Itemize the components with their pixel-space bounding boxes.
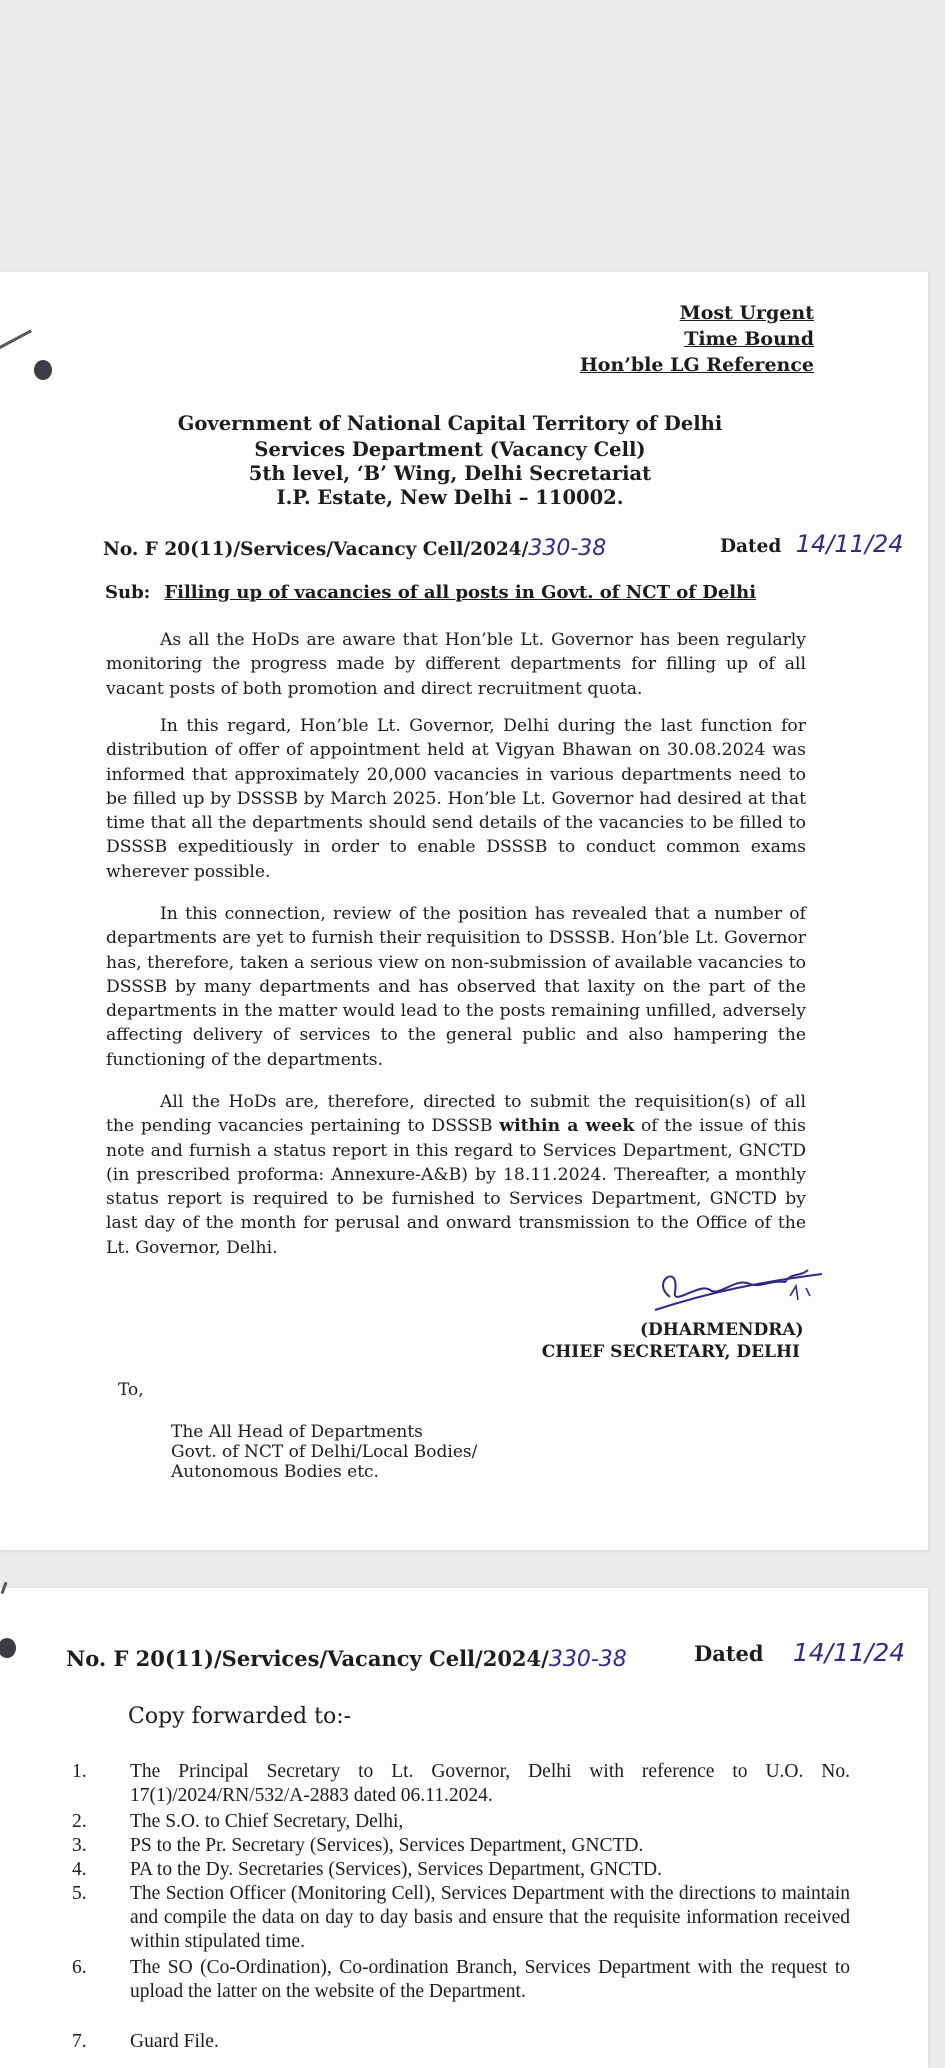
- list-item-text: The S.O. to Chief Secretary, Delhi,: [130, 1811, 404, 1832]
- paragraph-4-emphasis: within a week: [499, 1116, 635, 1137]
- subject-text: Filling up of vacancies of all posts in Govt. of NCT of Delhi: [164, 582, 757, 603]
- paragraph-1: As all the HoDs are aware that Hon’ble Lt. Governor has been regularly monitoring the progress made by different departments for filling up of all vacant posts of both promotion and direct recruitment quota.: [106, 630, 806, 699]
- dated-handwritten: 14/11/24: [795, 530, 904, 558]
- addressee-line-2: Govt. of NCT of Delhi/Local Bodies/: [171, 1442, 478, 1462]
- margin-pen-mark: [1, 1582, 8, 1594]
- list-item-number: 7.: [72, 2031, 87, 2052]
- list-item-text: The Principal Secretary to Lt. Governor, Delhi with reference to U.O. No. 17(1)/2024/RN/532/A-2883 dated 06.11.2024.: [130, 1761, 850, 1806]
- punch-hole: [34, 360, 52, 380]
- list-item-number: 4.: [72, 1859, 87, 1880]
- addressee-line-1: The All Head of Departments: [171, 1422, 423, 1442]
- signer-title: CHIEF SECRETARY, DELHI: [541, 1342, 800, 1362]
- to-label: To,: [118, 1380, 144, 1400]
- list-item-text: Guard File.: [130, 2031, 219, 2052]
- header-government: Government of National Capital Territory of Delhi: [177, 412, 723, 435]
- letter-page-1: [0, 272, 928, 1550]
- copy-forwarded-heading: Copy forwarded to:-: [128, 1704, 352, 1729]
- paragraph-4-part-a: All the HoDs are, therefore, directed to submit the requisition(s) of all the pending vacancies pertaining to DSSSB: [106, 1092, 806, 1137]
- signature-scribble: [640, 1252, 830, 1322]
- paragraph-4: [106, 1090, 806, 1260]
- signer-name: (DHARMENDRA): [640, 1320, 804, 1340]
- marking-lg-reference: Hon’ble LG Reference: [579, 354, 814, 376]
- paragraph-3: In this connection, review of the position has revealed that a number of departments are yet to furnish their requisition to DSSSB. Hon’ble Lt. Governor has, therefore, taken a serious view on non-submission of available vacancies to DSSSB by many departments and has observed that laxity on the part of the departments in the matter would lead to the posts remaining unfilled, adversely affecting delivery of services to the general public and also hampering the functioning of the departments.: [106, 904, 806, 1070]
- page2-dated-handwritten: 14/11/24: [792, 1638, 906, 1667]
- page2-dated-label: Dated: [694, 1641, 764, 1666]
- list-item-number: 1.: [72, 1761, 87, 1782]
- dated-label: Dated: [720, 536, 782, 557]
- header-department: Services Department (Vacancy Cell): [254, 438, 646, 461]
- list-item-number: 3.: [72, 1835, 87, 1856]
- page2-reference-handwritten: 330-38: [548, 1647, 627, 1672]
- marking-most-urgent: Most Urgent: [679, 302, 814, 324]
- list-item-number: 6.: [72, 1957, 87, 1978]
- reference-number: [103, 536, 606, 561]
- list-item-number: 2.: [72, 1811, 87, 1832]
- punch-hole: [0, 1638, 16, 1658]
- header-address-1: 5th level, ‘B’ Wing, Delhi Secretariat: [248, 462, 652, 485]
- addressee-line-3: Autonomous Bodies etc.: [171, 1462, 379, 1482]
- letter-page-2: [0, 1588, 928, 2068]
- page2-dated: [694, 1638, 905, 1667]
- page2-reference-prefix: No. F 20(11)/Services/Vacancy Cell/2024/: [66, 1646, 549, 1671]
- list-item-text: PA to the Dy. Secretaries (Services), Services Department, GNCTD.: [130, 1859, 662, 1880]
- reference-handwritten: 330-38: [528, 536, 607, 561]
- list-item-text: The SO (Co-Ordination), Co-ordination Branch, Services Department with the request to upload the latter on the website of the Department.: [130, 1957, 850, 2002]
- list-item-number: 5.: [72, 1883, 87, 1904]
- subject-label: Sub:: [105, 582, 151, 603]
- margin-pen-mark: [0, 329, 32, 350]
- page2-reference-number: [66, 1646, 627, 1672]
- subject-line: [105, 582, 756, 603]
- list-item-text: PS to the Pr. Secretary (Services), Services Department, GNCTD.: [130, 1835, 644, 1856]
- marking-time-bound: Time Bound: [684, 328, 814, 350]
- paragraph-2: In this regard, Hon’ble Lt. Governor, Delhi during the last function for distribution of offer of appointment held at Vigyan Bhawan on 30.08.2024 was informed that approximately 20,000 vacancies in various departments need to be filled up by DSSSB by March 2025. Hon’ble Lt. Governor had desired at that time that all the departments should send details of the vacancies to be filled to DSSSB expeditiously in order to enable DSSSB to conduct common exams wherever possible.: [106, 716, 806, 882]
- header-address-2: I.P. Estate, New Delhi – 110002.: [276, 486, 624, 509]
- paragraph-4-part-b: of the issue of this note and furnish a status report in this regard to Services Department, GNCTD (in prescribed proforma: Annexure-A&B) by 18.11.2024. Thereafter, a monthly status report is required to be furnished to Services Department, GNCTD by last day of the month for perusal and onward transmission to the Office of the Lt. Governor, Delhi.: [106, 1116, 806, 1258]
- dated: [720, 530, 904, 558]
- list-item-text: The Section Officer (Monitoring Cell), Services Department with the directions to maintain and compile the data on day to day basis and ensure that the requisite information received within stipulated time.: [130, 1883, 850, 1952]
- reference-prefix: No. F 20(11)/Services/Vacancy Cell/2024/: [103, 539, 529, 560]
